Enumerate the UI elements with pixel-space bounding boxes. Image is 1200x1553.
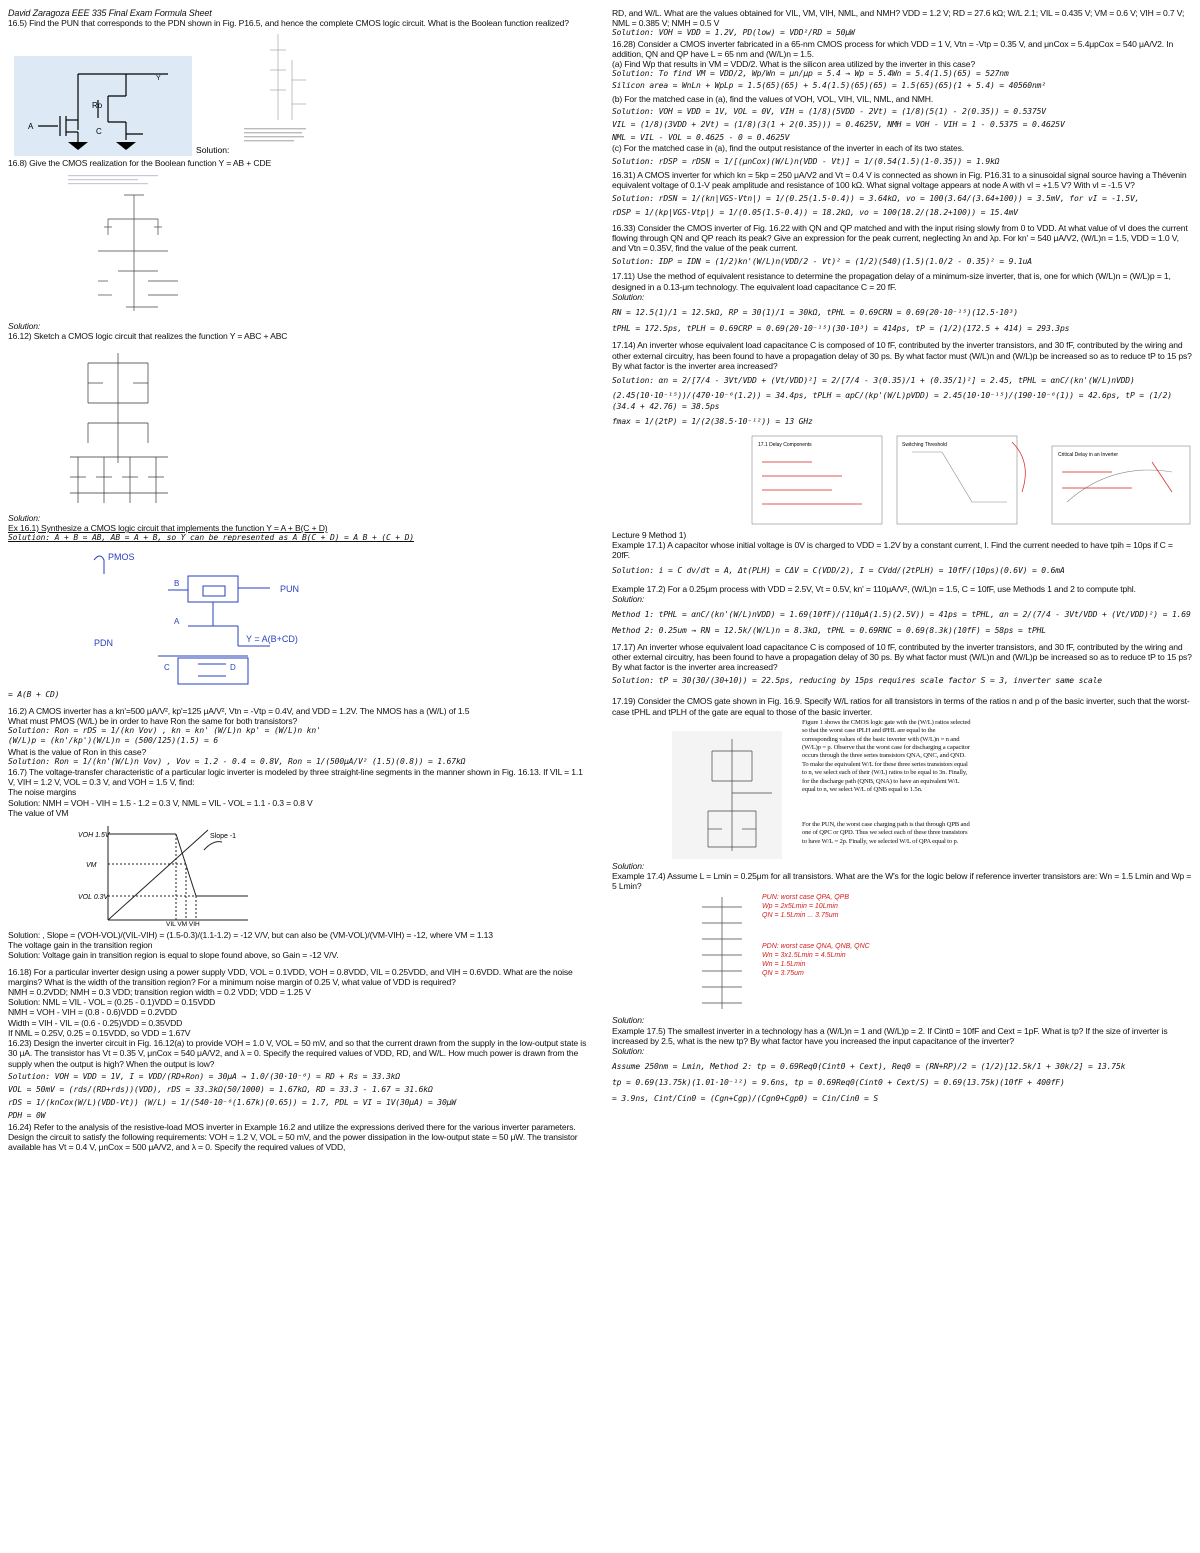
q1623-solution-3: rDS = 1/(knCox(W/L)(VDD-Vt)) (W/L) = 1/(540·10⁻⁶(1.67k)(0.65)) = 1.7, PDL = VI = 1V(30μA) = 30μW [8, 1098, 456, 1108]
q167b-solution: Solution: , Slope = (VOH-VOL)/(VIL-VIH) = (1.5-0.3)/(1.1-1.2) = -12 V/V, but can also be (VM-VOL)/(VM-VIH) = -12, where VM = 1.13 [8, 930, 493, 941]
question-16-2: 16.2) A CMOS inverter has a kn'=500 μA/V², kp'=125 μA/V², Vtn = -Vtp = 0.4V, and VDD = 1.2V. The NMOS has a (W/L) of 1.5 [8, 705, 470, 716]
hw-note-1: PUN: worst case QPA, QPB [762, 894, 850, 902]
hw-note-4: PDN: worst case QNA, QNB, QNC [762, 943, 870, 951]
question-16-5: 16.5) Find the PUN that corresponds to the PDN shown in Fig. P16.5, and hence the complete CMOS logic circuit. What is the Boolean function realized? [8, 18, 569, 29]
q1633-solution: Solution: IDP = IDN = (1/2)kn'(W/L)n(VDD/2 - Vt)² = (1/2)(540)(1.5)(1.0/2 - 0.35)² = 9.1uA [612, 257, 1032, 267]
example-17-1: Example 17.1) A capacitor whose initial voltage is 0V is charged to VDD = 1.2V by a constant current, I. Find the current needed to have tpih = 10ps if C = 20fF. [612, 540, 1173, 561]
solution-label: Solution: [612, 291, 645, 302]
sheet-header: David Zaragoza EEE 335 Final Exam Formula Sheet [8, 8, 212, 18]
question-16-28-c: (c) For the matched case in (a), find the output resistance of the inverter in each of its two states. [612, 143, 965, 154]
q1623-solution-4: PDH = 0W [8, 1111, 46, 1121]
question-16-7-c: The voltage gain in the transition region [8, 940, 153, 951]
solution-label: Solution: [8, 320, 41, 331]
solution-label: Solution: [612, 1045, 645, 1056]
vtc-figure [8, 820, 588, 928]
question-16-23: 16.23) Design the inverter circuit in Fig. 16.12(a) to provide VOH = 1.0 V, VOL = 50 mV, and so that the current drawn from the supply in the low-output state is 30 μA. The transistor has Vt = 0.35 V, μnCox = 540 μA/V2, and λ = 0. Specify the required values of VDD, RD, and W/L. How much power is drawn from the supply when the output is high? When the output is low? [8, 1038, 587, 1069]
question-16-18: 16.18) For a particular inverter design using a power supply VDD, VOL = 0.1VDD, VOH = 0.8VDD, VIL = 0.25VDD, and VIH = 0.6VDD. What are the noise margins? What is the width of the transition region? For a minimum noise margin of 0.25 V, what value of VDD is required? [8, 966, 573, 987]
q1628b-solution-1: Solution: VOH = VDD = 1V, VOL = 0V, VIH = (1/8)(5VDD - 2Vt) = (1/8)(5(1) - 2(0.35)) = 0.5375V [612, 106, 1046, 116]
vtc-label-slope: Slope -1 [210, 833, 237, 841]
exercise-16-1: Ex 16.1) Synthesize a CMOS logic circuit that implements the function Y = A + B(C + D) [8, 523, 328, 534]
left-column [8, 8, 588, 1152]
hw-label-a: A [174, 616, 180, 626]
thumbnail-circuit [270, 34, 306, 120]
hw-label-b: B [174, 578, 180, 588]
q162-solution-2: (W/L)p = (kn'/kp')(W/L)n = (500/125)(1.5) = 6 [8, 736, 218, 746]
handwritten-notes [762, 893, 982, 978]
lecture-9-method-1: Lecture 9 Method 1) [612, 529, 687, 540]
q1623-solution-2: VOL = 50mV = (rds/(RD+rds))(VDD), rDS = 33.3kΩ(50/1000) = 1.67kΩ, RD = 33.3 - 1.67 = 31.6kΩ [8, 1084, 433, 1094]
q162-solution-3: Solution: Ron = 1/(kn'(W/L)n Vov) , Vov = 1.2 - 0.4 = 0.8V, Ron = 1/(500μA/V² (1.5)(0.8)) = 1.67kΩ [8, 756, 466, 766]
q167a-solution: Solution: NMH = VOH - VIH = 1.5 - 1.2 = 0.3 V, NML = VIL - VOL = 1.1 - 0.3 = 0.8 V [8, 797, 313, 808]
q1618-solution-2: NMH = VOH - VIH = (0.8 - 0.6)VDD = 0.2VDD [8, 1007, 177, 1018]
question-16-28: 16.28) Consider a CMOS inverter fabricated in a 65-nm CMOS process for which VDD = 1 V, Vtn = -Vtp = 0.35 V, and μnCox = 5.4μpCox = 540 μA/V2. In addition, QN and QP have L = 65 nm and (W/L)n = 1.5. [612, 38, 1174, 59]
exercise-16-1-result: = A(B + CD) [8, 689, 60, 699]
hw-note-3: QN = 1.5Lmin ... 3.75um [762, 912, 839, 920]
q1717-solution: Solution: tP = 30(30/(30+10)) = 22.5ps, reducing by 15ps requires scale factor S = 3, inverter same scale [612, 676, 1102, 686]
question-16-31: 16.31) A CMOS inverter for which kn = 5kp = 250 μA/V2 and Vt = 0.4 V is connected as shown in Fig. P16.31 to a sinusoidal signal source having a Thévenin equivalent voltage of 0.1-V peak amplitude and resistance of 100 kΩ. What signal voltage appears at node A with vI = +1.5 V? With vI = -1.5 V? [612, 169, 1187, 191]
solution-label: Solution: [8, 513, 41, 524]
lecture-slide-thumbnails [612, 432, 1192, 528]
example-17-4-figure [612, 893, 1192, 1013]
exercise-16-1-solution: Solution: A + B = AB, AB = A + B, so Y can be represented as A B(C + D) = A B + (C + D) [8, 533, 414, 543]
right-column [612, 8, 1192, 1104]
q1618-solution-1: Solution: NML = VIL - VOL = (0.25 - 0.1)VDD = 0.15VDD [8, 997, 216, 1008]
hw-label-d: D [230, 662, 236, 672]
question-16-28-b: (b) For the matched case in (a), find the values of VOH, VOL, VIH, VIL, NML, and NMH. [612, 93, 934, 104]
question-17-19: 17.19) Consider the CMOS gate shown in Fig. 16.9. Specify W/L ratios for all transistors in terms of the ratios n and p of the basic inverter, such that the worst-case tPHL and tPLH of the gate are equal to those of the basic inverter. [612, 696, 1190, 717]
q1714-solution-2: (2.45(10·10⁻¹⁵))/(470·10⁻⁶(1.2)) = 34.4ps, tPLH = αpC/(kp'(W/L)pVDD) = 2.45(10·10⁻¹⁵)/(190·10⁻⁶(1)) = 42.6ps, tP = (1/2)(34.4 + 42.76) = 38.5ps [612, 391, 1172, 411]
q1631-solution-2: rDSP = 1/(kp|VGS-Vtp|) = 1/(0.05(1.5-0.4)) = 18.2kΩ, vo = 100(18.2/(18.2+100)) = 15.4mV [612, 208, 1018, 218]
hw-label-y: Y = A(B+CD) [246, 633, 298, 644]
thumb-label-2: Switching Threshold [902, 441, 947, 448]
figure-p16-5 [8, 30, 588, 156]
fig-label-c: C [96, 127, 102, 137]
hw-note-5: Wn = 3x1.5Lmin = 4.5Lmin [762, 952, 846, 960]
solution-label: Solution: [612, 1015, 645, 1026]
question-16-2-c: What is the value of Ron in this case? [8, 746, 147, 757]
question-16-8: 16.8) Give the CMOS realization for the Boolean function Y = AB + CDE [8, 158, 272, 169]
figure-16-12 [8, 343, 588, 511]
lecture-thumbnails [612, 432, 1192, 528]
fig-label-ro: Ro [92, 101, 103, 111]
q1623-solution-1: Solution: VOH = VDD = 1V, I = VDD/(RD+Ron) = 30μA → 1.0/(30·10⁻⁶) = RD + Rs = 33.3kΩ [8, 1071, 400, 1081]
q1624-continued: RD, and W/L. What are the values obtained for VIL, VM, VIH, NML, and NMH? VDD = 1.2 V; RD = 27.6 kΩ; W/L 2.1; VIL = 0.435 V; VM = 0.6 V; VIH = 0.7 V; NML = 0.385 V; NMH = 0.5 V [612, 8, 1185, 29]
thumbnail-caption-lines [244, 128, 306, 141]
example-17-5-solution-2: tp = 0.69(13.75k)(1.01·10⁻¹²) = 9.6ns, tp = 0.69Req0(Cint0 + Cext/S) = 0.69(13.75k)(10fF + 400fF) [612, 1078, 1065, 1088]
q1628b-solution-2: VIL = (1/8)(3VDD + 2Vt) = (1/8)(3(1 + 2(0.35))) = 0.4625V, NMH = VOH - VIH = 1 - 0.5375 = 0.4625V [612, 120, 1065, 130]
q1628b-solution-3: NML = VIL - VOL = 0.4625 - 0 = 0.4625V [612, 133, 790, 143]
example-17-2-method-2: Method 2: 0.25um → RN = 12.5k/(W/L)n = 8.3kΩ, tPHL = 0.69RNC = 0.69(8.3k)(10fF) = 58ps = tPHL [612, 626, 1046, 636]
handwritten-pun-pdn-sketch [8, 546, 588, 688]
question-16-7: 16.7) The voltage-transfer characteristic of a particular logic inverter is modeled by three straight-line segments in the manner shown in Fig. 16.13. If VIL = 1.1 V, VIH = 1.2 V, VOL = 0.3 V, and VOH = 1.5 V, find: [8, 767, 583, 788]
thumb-label-1: 17.1 Delay Components [758, 441, 812, 448]
question-17-11: 17.11) Use the method of equivalent resistance to determine the propagation delay of a minimum-size inverter, that is, one for which (W/L)n = (W/L)p = 1, designed in a 0.13-μm technology. The equivalent load capacitance C = 20 fF. [612, 271, 1171, 292]
q1714-solution-1: Solution: αn = 2/[7/4 - 3Vt/VDD + (Vt/VDD)²] = 2/[7/4 - 3(0.35)/1 + (0.35/1)²] = 2.45, tPHL = αnC/(kn'(W/L)nVDD) [612, 376, 1135, 386]
example-17-5-solution-3: = 3.9ns, Cint/Cin0 = (Cgn+Cgp)/(Cgn0+Cgp0) = Cin/Cin0 = S [612, 1093, 878, 1103]
hw-note-6: Wn = 1.5Lmin [762, 961, 806, 969]
fig-label-a: A [28, 122, 34, 132]
q1624-solution: Solution: VOH = VDD = 1.2V, PD(low) = VDD²/RD = 50μW [612, 28, 855, 38]
q1618-answer: NMH = 0.2VDD; NMH = 0.3 VDD; transition region width = 0.2 VDD; VDD = 1.25 V [8, 987, 311, 998]
fig-label-y: Y [156, 75, 161, 83]
hw-label-c: C [164, 662, 170, 672]
hw-note-7: QN = 3.75um [762, 970, 804, 978]
thumb-label-3: Critical Delay in an Inverter [1058, 451, 1119, 458]
question-16-12: 16.12) Sketch a CMOS logic circuit that realizes the function Y = ABC + ABC [8, 330, 288, 341]
hw-label-pun: PUN [280, 583, 300, 594]
q1618-solution-3: Width = VIH - VIL = (0.6 - 0.25)VDD = 0.35VDD [8, 1017, 183, 1028]
abc-logic-diagram [8, 343, 588, 511]
question-17-14: 17.14) An inverter whose equivalent load capacitance C is composed of 10 fF, contributed by the inverter transistors, and 30 fF, contributed by the wiring and other external circuitry, has been found to have a propagation delay of 30 ps. By what factor must (W/L)n and (W/L)p be increased so as to reduce tP to 15 ps? By what factor is the inverter area increased? [612, 340, 1192, 371]
pdn-circuit-diagram [8, 30, 588, 156]
q1714-solution-3: fmax = 1/(2tP) = 1/(2(38.5·10⁻¹²)) = 13 GHz [612, 416, 813, 426]
question-16-24: 16.24) Refer to the analysis of the resistive-load MOS inverter in Example 16.2 and utilize the expressions derived there for the various inverter parameters. Design the circuit to satisfy the following requirements: VOH = 1.2 V, VOL = 50 mV, and the power dissipation in the low-output state = 50 μW. The transistor available has Vt = 0.4 V, μnCox = 500 μA/V2, and λ = 0. Specify the required values of VDD, [8, 1121, 578, 1152]
question-16-33: 16.33) Consider the CMOS inverter of Fig. 16.22 with QN and QP matched and with the input rising slowly from 0 to VDD. At what value of vI does the current flowing through QN and QP reach its peak? Give an expression for the peak current, neglecting λn and λp. For kn' = 540 μA/V2, (W/L)n = 1.5, VDD = 1.0 V, and Vtn = 0.35V, find the value of the peak current. [612, 222, 1188, 254]
cmos-realization-diagram [8, 171, 588, 319]
vtc-label-voh: VOH 1.5V [78, 832, 110, 840]
q1631-solution-1: Solution: rDSN = 1/(kn|VGS-Vtn|) = 1/(0.25(1.5-0.4)) = 3.64kΩ, vo = 100(3.64/(3.64+100)) = 3.5mV, for vI = -1.5V, [612, 194, 1140, 204]
q1628a-solution-1: Solution: To find VM = VDD/2, Wp/Wn = μn/μp = 5.4 → Wp = 5.4Wn = 5.4(1.5)(65) = 527nm [612, 69, 1009, 79]
q162-solution-1: Solution: Ron = rDS = 1/(kn Vov) , kn = kn' (W/L)n kp' = (W/L)n kn' [8, 726, 321, 736]
vtc-label-vm: VM [86, 862, 97, 870]
q1628c-solution: Solution: rDSP = rDSN = 1/[(μnCox)(W/L)n(VDD - Vt)] = 1/(0.54(1.5)(1-0.35)) = 1.9kΩ [612, 156, 1000, 166]
question-17-17: 17.17) An inverter whose equivalent load capacitance C is composed of 10 fF, contributed by the inverter transistors, and 30 fF, contributed by the wiring and other external circuitry, has been found to have a propagation delay of 30 ps. By what factor must (W/L)n and (W/L)p be increased so as to reduce tP to 15 ps? By what factor is the inverter area increased? [612, 641, 1192, 672]
question-16-28-a: (a) Find Wp that results in VM = VDD/2. What is the silicon area utilized by the inverter in this case? [612, 59, 976, 70]
question-16-2-b: What must PMOS (W/L) be in order to have Ron the same for both transistors? [8, 716, 298, 727]
q165-solution-label: Solution: [196, 145, 230, 156]
circuit-image-background [14, 56, 192, 156]
voltage-transfer-curve [8, 820, 588, 928]
example-17-5: Example 17.5) The smallest inverter in a technology has a (W/L)n = 1 and (W/L)p = 2. If Cint0 = 10fF and Cext = 1pF. What is tp? If the size of inverter is increased by 2.5, what is the new tp? By what factor have you increased the input capacitance of the inverter? [612, 1025, 1168, 1046]
example-17-5-solution-1: Assume 250nm = Lmin, Method 2: tp = 0.69Req0(Cint0 + Cext), Req0 = (RN+RP)/2 = (1/2)[12.5k/1 + 30k/2] = 13.75k [612, 1062, 1126, 1072]
q167c-solution: Solution: Voltage gain in transition region is equal to slope found above, so Gain = -12 V/V. [8, 950, 339, 961]
example-17-4: Example 17.4) Assume L = Lmin = 0.25μm for all transistors. What are the W's for the logic below if reference inverter transistors are: Wn = 1.5 Lmin and Wp = 5 Lmin? [612, 870, 1192, 892]
vtc-label-vol: VOL 0.3V [78, 894, 109, 902]
q1618-solution-4: If NML = 0.25V, 0.25 = 0.15VDD, so VDD = 1.67V [8, 1027, 191, 1038]
handwritten-circuit [8, 546, 588, 688]
q1711-solution-1: RN = 12.5(1)/1 = 12.5kΩ, RP = 30(1)/1 = 30kΩ, tPHL = 0.69CRN = 0.69(20·10⁻¹⁵)(12.5·10³) [612, 308, 1018, 318]
solution-label: Solution: [612, 593, 645, 604]
q1628a-solution-2: Silicon area = WnLn + WpLp = 1.5(65)(65) + 5.4(1.5)(65)(65) = 1.5(65)(65)(1 + 5.4) = 40560nm² [612, 81, 1046, 91]
q1711-solution-2: tPHL = 172.5ps, tPLH = 0.69CRP = 0.69(20·10⁻¹⁵)(30·10³) = 414ps, tP = (1/2)(172.5 + 414) = 293.3ps [612, 324, 1070, 334]
hw-label-pmos: PMOS [108, 551, 135, 562]
vtc-label-x: VIL VM VIH [166, 921, 200, 929]
example-17-2-method-1: Method 1: tPHL = αnC/(kn'(W/L)nVDD) = 1.69(10fF)/(110μA(1.5)(2.5V)) = 41ps = tPHL, αn = 2/(7/4 - 3Vt/VDD + (Vt/VDD)²) = 1.69 [612, 610, 1191, 620]
figure-16-9 [612, 719, 1192, 859]
example-17-2: Example 17.2) For a 0.25μm process with VDD = 2.5V, Vt = 0.5V, kn' = 110μA/V², (W/L)n = 1.5, C = 10fF, use Methods 1 and 2 to compute tphl. [612, 583, 1136, 594]
fig169-caption-2: For the PUN, the worst case charging path is that through QPB and one of QPC or QPD. Thus we select each of these three transistors to have W/L = 2p. Finally, we selected W/L of QPA equal to p. [802, 820, 970, 845]
example-17-1-solution: Solution: i = C dv/dt = A, Δt(PLH) = CΔV = C(VDD/2), I = CVdd/(2tPLH) = 10fF/(10ps)(0.6V) = 0.6mA [612, 565, 1065, 575]
hw-label-pdn: PDN [94, 637, 114, 648]
hw-note-2: Wp = 2x5Lmin = 10Lmin [762, 903, 838, 911]
figure-16-8 [8, 171, 588, 319]
question-16-7-a: The noise margins [8, 787, 77, 798]
solution-label: Solution: [612, 860, 645, 871]
question-16-7-b: The value of VM [8, 807, 69, 818]
fig169-caption-1: Figure 1 shows the CMOS logic gate with the (W/L) ratios selected so that the worst case tPLH and tPHL are equal to the corresponding values of the basic inverter with (W/L)n = n and (W/L)p = p. Observe that the worst case for discharging a capacitor occurs through the three series transistors QNA, QNC, and QND. To make the equivalent W/L for these three series transistors equal to n, we select each of their (W/L) ratios to be equal to 3n. Finally, for the discharge path (QNB, QNA) to have an equivalent W/L equal to n, we select W/L of QNB equal to 1.5n. [802, 718, 971, 793]
